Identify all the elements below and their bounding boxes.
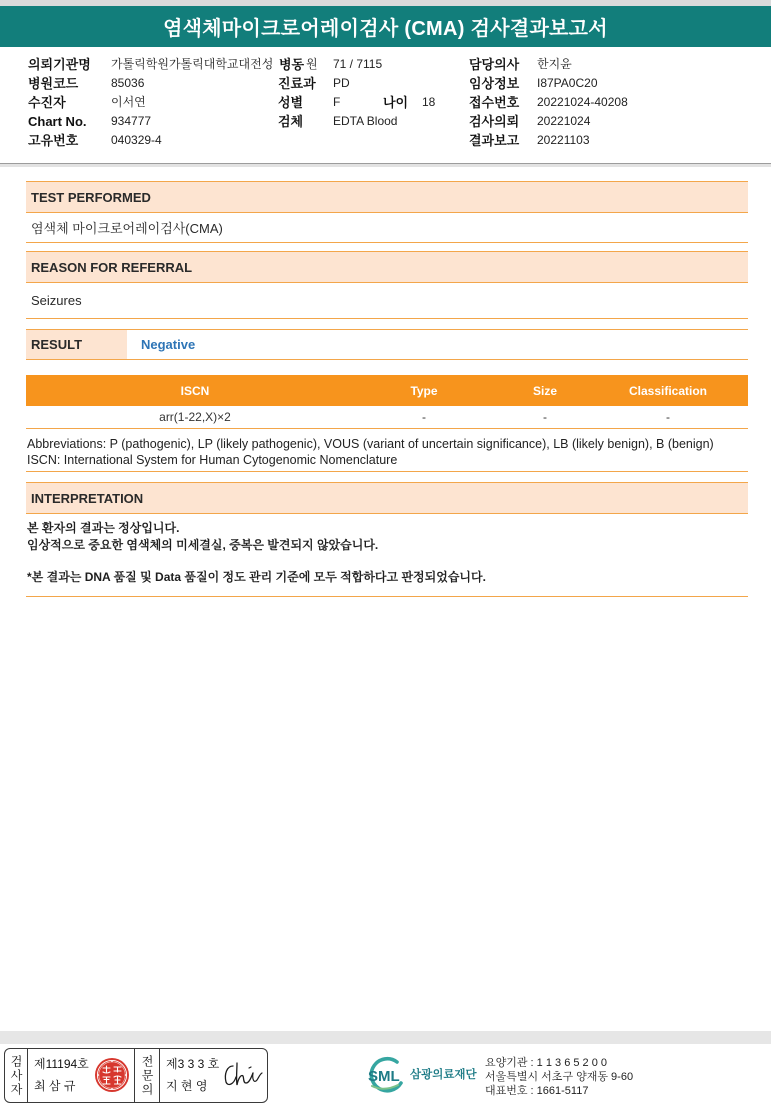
footer-band bbox=[0, 1031, 771, 1044]
specialist-title: 전문의 bbox=[140, 1054, 154, 1097]
result-table bbox=[26, 375, 748, 429]
result-row bbox=[26, 329, 748, 360]
sex-value: F bbox=[333, 95, 341, 109]
report-date-label: 결과보고 bbox=[469, 133, 520, 148]
ward-label: 병동 bbox=[279, 57, 305, 72]
receipt-no-label: 접수번호 bbox=[469, 95, 520, 110]
abbreviations-line: Abbreviations: P (pathogenic), LP (likely pathogenic), VOUS (variant of uncertain significance), LB (likely benign), B (benign) bbox=[27, 437, 714, 451]
interpretation-text bbox=[27, 520, 378, 554]
unique-no-label: 고유번호 bbox=[28, 133, 79, 148]
table-header-row bbox=[26, 375, 748, 406]
signature-icon bbox=[222, 1060, 264, 1090]
sex-label: 성별 bbox=[278, 95, 304, 110]
chart-no-label: Chart No. bbox=[28, 114, 87, 129]
table-row bbox=[26, 406, 748, 429]
signature-box bbox=[4, 1048, 268, 1103]
specialist-cell bbox=[160, 1049, 267, 1102]
examiner-title-cell bbox=[5, 1049, 28, 1102]
address: 서울특별시 서초구 양재동 9-60 bbox=[485, 1071, 634, 1083]
examiner-name: 최 삼 규 bbox=[34, 1079, 76, 1093]
doctor-value: 한지윤 bbox=[537, 57, 572, 71]
iscn-definition: ISCN: International System for Human Cytogenomic Nomenclature bbox=[27, 453, 398, 467]
divider bbox=[26, 596, 748, 597]
result-value: Negative bbox=[141, 337, 196, 352]
report-title: 염색체마이크로어레이검사 (CMA) 검사결과보고서 bbox=[163, 18, 608, 40]
specimen-value: EDTA Blood bbox=[333, 114, 398, 128]
quality-note: *본 결과는 DNA 품질 및 Data 품질이 정도 관리 기준에 모두 적합하다고 판정되었습니다. bbox=[27, 570, 486, 584]
title-bar bbox=[0, 6, 771, 47]
age-label: 나이 bbox=[383, 95, 409, 110]
unique-no-value: 040329-4 bbox=[111, 133, 162, 147]
age-value: 18 bbox=[422, 95, 436, 109]
department-value: PD bbox=[333, 76, 350, 90]
table-cell-size: - bbox=[543, 410, 547, 424]
info-row bbox=[0, 55, 771, 74]
sml-logo-icon bbox=[364, 1055, 410, 1095]
divider-shadow bbox=[0, 164, 771, 167]
section-heading-reason-for-referral: REASON FOR REFERRAL bbox=[26, 251, 748, 283]
info-row bbox=[0, 131, 771, 150]
specialist-title-cell bbox=[134, 1049, 160, 1102]
info-row bbox=[0, 93, 771, 112]
patient-label: 수진자 bbox=[28, 95, 66, 110]
department-label: 진료과 bbox=[278, 76, 316, 91]
request-date-label: 검사의뢰 bbox=[469, 114, 520, 129]
info-row bbox=[0, 112, 771, 131]
reason-for-referral-value: Seizures bbox=[26, 283, 748, 319]
logo-text: SML bbox=[368, 1068, 400, 1085]
test-performed-value: 염색체 마이크로어레이검사(CMA) bbox=[26, 213, 748, 243]
specialist-license: 제3 3 3 호 bbox=[166, 1057, 220, 1071]
examiner-title: 검사자 bbox=[9, 1054, 23, 1097]
table-header-classification: Classification bbox=[628, 383, 708, 398]
examiner-license: 제11194호 bbox=[34, 1057, 89, 1071]
request-date-value: 20221024 bbox=[537, 114, 591, 128]
table-cell-classification: - bbox=[666, 410, 670, 424]
table-header-iscn: ISCN bbox=[180, 383, 210, 398]
phone-number: 대표번호 : 1661-5117 bbox=[485, 1085, 589, 1097]
info-row bbox=[0, 74, 771, 93]
hospital-code-label: 병원코드 bbox=[28, 76, 79, 91]
patient-value: 이서연 bbox=[111, 95, 146, 109]
doctor-label: 담당의사 bbox=[469, 57, 520, 72]
institution-value: 가톨릭학원가톨릭대학교대전성 bbox=[111, 57, 274, 71]
clinical-info-value: I87PA0C20 bbox=[537, 76, 598, 90]
interpretation-line: 임상적으로 중요한 염색체의 미세결실, 중복은 발견되지 않았습니다. bbox=[27, 538, 379, 552]
table-cell-type: - bbox=[422, 410, 426, 424]
interpretation-line: 본 환자의 결과는 정상입니다. bbox=[27, 521, 180, 535]
clinical-info-label: 임상정보 bbox=[469, 76, 520, 91]
chart-no-value: 934777 bbox=[111, 114, 152, 128]
institution-label: 의뢰기관명 bbox=[28, 57, 91, 72]
patient-info bbox=[0, 55, 771, 150]
hospital-code-value: 85036 bbox=[111, 76, 145, 90]
report-date-value: 20221103 bbox=[537, 133, 590, 147]
abbreviations bbox=[27, 436, 748, 468]
table-cell-iscn: arr(1-22,X)×2 bbox=[159, 410, 231, 424]
contact-info bbox=[485, 1056, 633, 1098]
table-header-type: Type bbox=[410, 383, 438, 398]
table-header-size: Size bbox=[532, 383, 557, 398]
organization-name: 삼광의료재단 bbox=[410, 1069, 477, 1081]
examiner-cell bbox=[28, 1049, 134, 1102]
divider bbox=[26, 471, 748, 472]
section-heading-interpretation: INTERPRETATION bbox=[26, 482, 748, 514]
section-heading-test-performed: TEST PERFORMED bbox=[26, 181, 748, 213]
specimen-label: 검체 bbox=[278, 114, 304, 129]
ward-value: 71 / 7115 bbox=[333, 57, 383, 71]
institution-value-tail: 원 bbox=[306, 57, 318, 71]
examiner-seal-icon bbox=[94, 1057, 130, 1093]
result-label: RESULT bbox=[26, 330, 127, 359]
receipt-no-value: 20221024-40208 bbox=[537, 95, 628, 109]
specialist-name: 지 현 영 bbox=[166, 1079, 208, 1093]
institution-code: 요양기관 : 1 1 3 6 5 2 0 0 bbox=[485, 1057, 608, 1069]
